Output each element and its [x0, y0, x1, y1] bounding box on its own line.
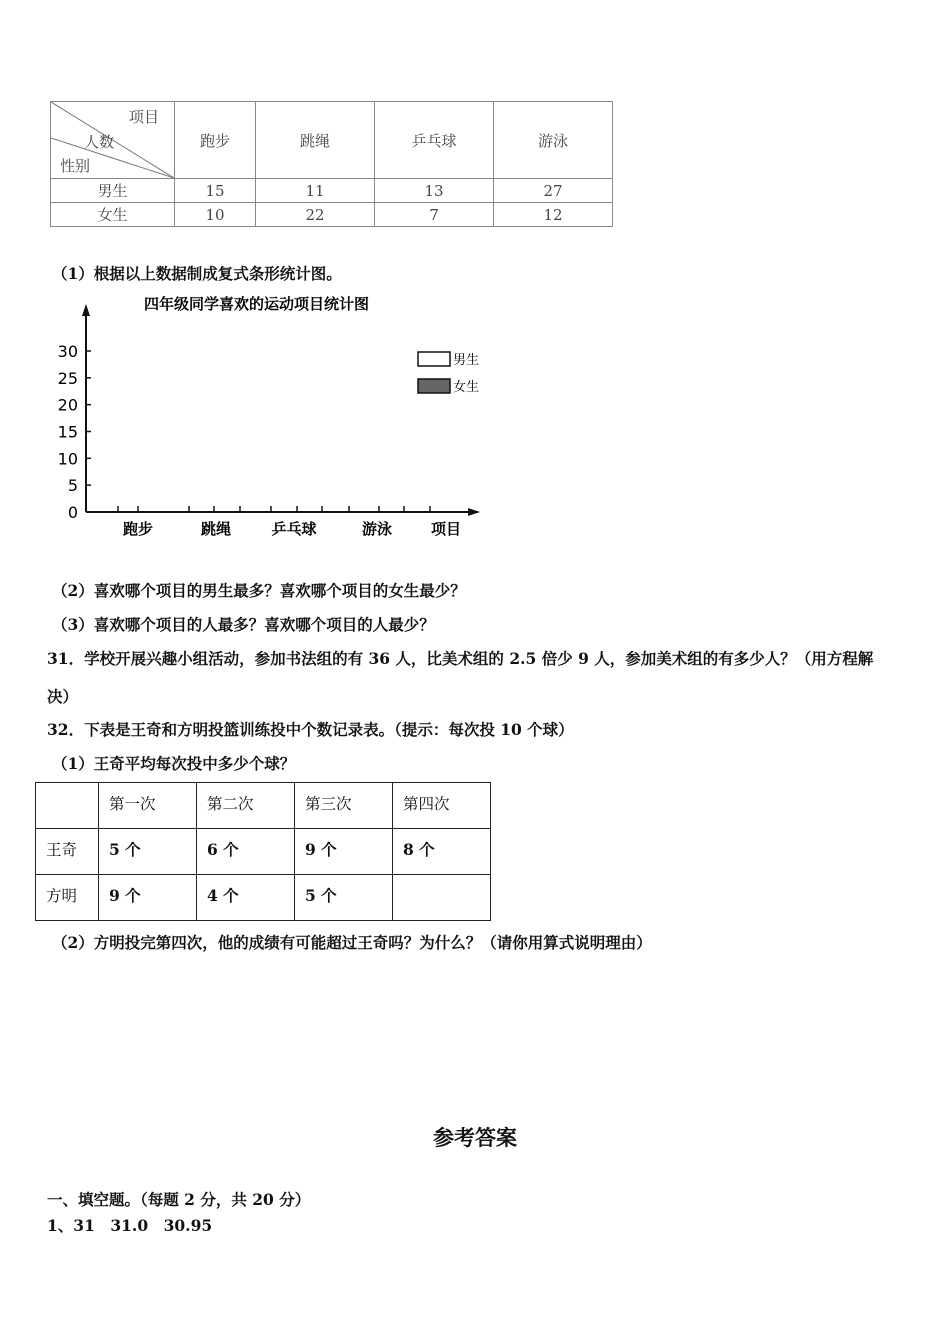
legend-label: 男生	[453, 353, 480, 368]
x-category-label: 跑步	[122, 520, 154, 538]
diagonal-header-cell	[51, 102, 175, 179]
table-cell: 9 个	[99, 875, 197, 921]
answer-title: 参考答案	[433, 1126, 517, 1150]
y-tick-label: 30	[57, 342, 78, 361]
section-heading: 一、填空题。（每题 2 分，共 20 分）	[47, 1190, 311, 1209]
x-axis-label: 项目	[430, 520, 462, 538]
header-cell	[36, 783, 99, 829]
table-cell: 8 个	[393, 829, 491, 875]
table-cell: 12	[494, 203, 613, 227]
header-cell: 第二次	[197, 783, 295, 829]
table-cell: 10	[175, 203, 256, 227]
row-label: 方明	[36, 875, 99, 921]
question-31-line2: 决）	[47, 687, 79, 706]
table-cell: 9 个	[295, 829, 393, 875]
table-cell: 15	[175, 179, 256, 203]
row-label: 男生	[51, 179, 175, 203]
x-category-label: 跳绳	[200, 520, 232, 538]
col-header: 跑步	[175, 102, 256, 179]
row-label: 王奇	[36, 829, 99, 875]
header-cell: 第一次	[99, 783, 197, 829]
table-cell: 4 个	[197, 875, 295, 921]
chart-title: 四年级同学喜欢的运动项目统计图	[144, 295, 370, 313]
header-cell: 第三次	[295, 783, 393, 829]
table-cell: 11	[256, 179, 375, 203]
x-category-label: 游泳	[361, 520, 393, 538]
table-cell: 7	[375, 203, 494, 227]
y-tick-label: 15	[57, 422, 78, 442]
diag-label-count: 人数	[84, 133, 115, 151]
y-tick-label: 5	[67, 476, 78, 496]
question-31-line1: 31．学校开展兴趣小组活动，参加书法组的有 36 人，比美术组的 2.5 倍少 9 人，参加美术组的有多少人？（用方程解	[47, 649, 874, 668]
answer-1: 1、31 31.0 30.95	[47, 1216, 213, 1235]
row-label: 女生	[51, 203, 175, 227]
diag-label-gender: 性别	[60, 157, 91, 175]
y-tick-label: 25	[57, 368, 78, 388]
diag-label-project: 项目	[129, 108, 160, 126]
y-tick-label: 10	[57, 449, 78, 469]
x-category-label: 乒乓球	[271, 520, 317, 538]
sports-preference-table	[50, 101, 613, 227]
y-tick-label: 0	[67, 503, 78, 522]
table-cell: 22	[256, 203, 375, 227]
question-2: （2）喜欢哪个项目的男生最多？喜欢哪个项目的女生最少？	[52, 581, 466, 600]
question-32-sub1: （1）王奇平均每次投中多少个球？	[52, 754, 296, 773]
basketball-record-table	[35, 782, 491, 921]
table-cell: 27	[494, 179, 613, 203]
question-3: （3）喜欢哪个项目的人最多？喜欢哪个项目的人最少？	[52, 615, 435, 634]
legend-swatch	[418, 352, 450, 366]
question-1: （1）根据以上数据制成复式条形统计图。	[52, 264, 342, 283]
question-32: 32．下表是王奇和方明投篮训练投中个数记录表。（提示：每次投 10 个球）	[47, 720, 574, 739]
legend-swatch	[418, 379, 450, 393]
col-header: 游泳	[494, 102, 613, 179]
header-cell: 第四次	[393, 783, 491, 829]
x-axis-arrow	[468, 508, 480, 516]
y-axis-arrow	[82, 304, 90, 316]
col-header: 乒乓球	[375, 102, 494, 179]
legend-label: 女生	[453, 380, 480, 395]
question-32-sub2: （2）方明投完第四次，他的成绩有可能超过王奇吗？为什么？（请你用算式说明理由）	[52, 933, 652, 952]
table-cell: 5 个	[295, 875, 393, 921]
col-header: 跳绳	[256, 102, 375, 179]
y-tick-label: 20	[57, 395, 78, 415]
table-cell-empty	[393, 875, 491, 921]
table-cell: 13	[375, 179, 494, 203]
table-cell: 6 个	[197, 829, 295, 875]
bar-chart	[50, 290, 500, 550]
table-cell: 5 个	[99, 829, 197, 875]
